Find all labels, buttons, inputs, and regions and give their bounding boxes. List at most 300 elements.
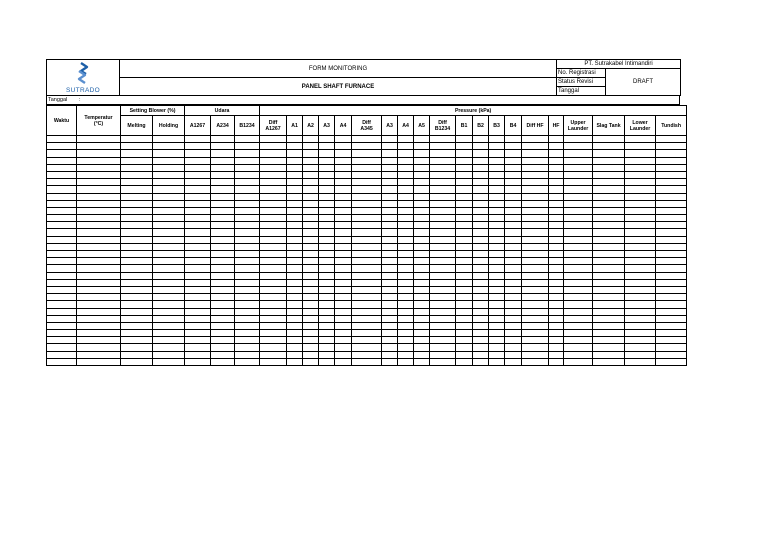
table-cell[interactable] bbox=[414, 143, 430, 150]
table-cell[interactable] bbox=[489, 279, 505, 286]
table-cell[interactable] bbox=[593, 337, 625, 344]
table-cell[interactable] bbox=[235, 186, 260, 193]
table-cell[interactable] bbox=[564, 315, 593, 322]
table-cell[interactable] bbox=[211, 315, 235, 322]
table-cell[interactable] bbox=[625, 215, 656, 222]
table-cell[interactable] bbox=[319, 315, 335, 322]
table-cell[interactable] bbox=[47, 207, 77, 214]
table-cell[interactable] bbox=[593, 294, 625, 301]
table-cell[interactable] bbox=[625, 265, 656, 272]
table-cell[interactable] bbox=[489, 337, 505, 344]
table-cell[interactable] bbox=[656, 171, 687, 178]
table-cell[interactable] bbox=[522, 243, 549, 250]
table-cell[interactable] bbox=[505, 322, 522, 329]
table-cell[interactable] bbox=[235, 200, 260, 207]
table-cell[interactable] bbox=[121, 236, 153, 243]
table-cell[interactable] bbox=[211, 157, 235, 164]
table-cell[interactable] bbox=[398, 157, 414, 164]
table-cell[interactable] bbox=[47, 351, 77, 358]
table-cell[interactable] bbox=[77, 315, 121, 322]
table-cell[interactable] bbox=[121, 186, 153, 193]
table-cell[interactable] bbox=[121, 358, 153, 365]
table-cell[interactable] bbox=[473, 229, 489, 236]
table-cell[interactable] bbox=[593, 351, 625, 358]
table-cell[interactable] bbox=[456, 351, 473, 358]
table-cell[interactable] bbox=[505, 315, 522, 322]
table-cell[interactable] bbox=[211, 186, 235, 193]
table-cell[interactable] bbox=[505, 265, 522, 272]
table-cell[interactable] bbox=[656, 279, 687, 286]
table-cell[interactable] bbox=[287, 150, 303, 157]
table-cell[interactable] bbox=[473, 207, 489, 214]
table-cell[interactable] bbox=[414, 286, 430, 293]
table-cell[interactable] bbox=[260, 200, 287, 207]
table-cell[interactable] bbox=[456, 229, 473, 236]
table-cell[interactable] bbox=[382, 322, 398, 329]
table-cell[interactable] bbox=[303, 207, 319, 214]
table-cell[interactable] bbox=[211, 258, 235, 265]
table-cell[interactable] bbox=[489, 200, 505, 207]
table-cell[interactable] bbox=[335, 294, 352, 301]
table-cell[interactable] bbox=[303, 358, 319, 365]
table-cell[interactable] bbox=[153, 157, 185, 164]
table-cell[interactable] bbox=[352, 315, 382, 322]
table-cell[interactable] bbox=[319, 236, 335, 243]
table-cell[interactable] bbox=[211, 193, 235, 200]
table-cell[interactable] bbox=[47, 136, 77, 143]
table-cell[interactable] bbox=[47, 265, 77, 272]
table-cell[interactable] bbox=[656, 193, 687, 200]
table-cell[interactable] bbox=[47, 358, 77, 365]
table-cell[interactable] bbox=[382, 344, 398, 351]
table-cell[interactable] bbox=[260, 330, 287, 337]
table-cell[interactable] bbox=[430, 315, 456, 322]
table-cell[interactable] bbox=[522, 150, 549, 157]
table-cell[interactable] bbox=[549, 315, 564, 322]
table-cell[interactable] bbox=[522, 272, 549, 279]
table-cell[interactable] bbox=[319, 337, 335, 344]
table-cell[interactable] bbox=[489, 286, 505, 293]
table-cell[interactable] bbox=[260, 265, 287, 272]
table-cell[interactable] bbox=[185, 222, 211, 229]
table-cell[interactable] bbox=[505, 150, 522, 157]
table-cell[interactable] bbox=[489, 344, 505, 351]
table-cell[interactable] bbox=[593, 171, 625, 178]
table-cell[interactable] bbox=[505, 258, 522, 265]
table-cell[interactable] bbox=[382, 186, 398, 193]
table-cell[interactable] bbox=[382, 215, 398, 222]
table-cell[interactable] bbox=[121, 315, 153, 322]
table-cell[interactable] bbox=[287, 157, 303, 164]
table-cell[interactable] bbox=[260, 286, 287, 293]
table-cell[interactable] bbox=[549, 251, 564, 258]
table-cell[interactable] bbox=[593, 251, 625, 258]
table-cell[interactable] bbox=[335, 358, 352, 365]
table-cell[interactable] bbox=[287, 136, 303, 143]
table-cell[interactable] bbox=[625, 251, 656, 258]
table-cell[interactable] bbox=[287, 351, 303, 358]
table-cell[interactable] bbox=[430, 258, 456, 265]
table-cell[interactable] bbox=[319, 344, 335, 351]
table-cell[interactable] bbox=[656, 251, 687, 258]
table-cell[interactable] bbox=[352, 337, 382, 344]
table-cell[interactable] bbox=[414, 358, 430, 365]
table-cell[interactable] bbox=[303, 200, 319, 207]
table-cell[interactable] bbox=[185, 272, 211, 279]
table-cell[interactable] bbox=[287, 243, 303, 250]
table-cell[interactable] bbox=[656, 236, 687, 243]
table-cell[interactable] bbox=[77, 251, 121, 258]
table-cell[interactable] bbox=[430, 171, 456, 178]
table-cell[interactable] bbox=[287, 164, 303, 171]
table-cell[interactable] bbox=[625, 179, 656, 186]
table-cell[interactable] bbox=[303, 150, 319, 157]
table-cell[interactable] bbox=[335, 279, 352, 286]
table-cell[interactable] bbox=[625, 186, 656, 193]
table-cell[interactable] bbox=[235, 164, 260, 171]
table-cell[interactable] bbox=[564, 322, 593, 329]
table-cell[interactable] bbox=[77, 200, 121, 207]
table-cell[interactable] bbox=[549, 150, 564, 157]
table-cell[interactable] bbox=[77, 344, 121, 351]
table-cell[interactable] bbox=[549, 337, 564, 344]
table-cell[interactable] bbox=[77, 215, 121, 222]
table-cell[interactable] bbox=[47, 294, 77, 301]
table-cell[interactable] bbox=[549, 215, 564, 222]
table-cell[interactable] bbox=[352, 193, 382, 200]
table-cell[interactable] bbox=[549, 344, 564, 351]
table-cell[interactable] bbox=[47, 186, 77, 193]
table-cell[interactable] bbox=[185, 136, 211, 143]
table-cell[interactable] bbox=[625, 229, 656, 236]
table-cell[interactable] bbox=[564, 279, 593, 286]
table-cell[interactable] bbox=[505, 207, 522, 214]
table-cell[interactable] bbox=[456, 236, 473, 243]
table-cell[interactable] bbox=[564, 143, 593, 150]
table-cell[interactable] bbox=[235, 222, 260, 229]
table-cell[interactable] bbox=[549, 157, 564, 164]
table-cell[interactable] bbox=[235, 215, 260, 222]
table-cell[interactable] bbox=[235, 243, 260, 250]
table-cell[interactable] bbox=[564, 358, 593, 365]
table-cell[interactable] bbox=[303, 164, 319, 171]
table-cell[interactable] bbox=[505, 344, 522, 351]
table-cell[interactable] bbox=[153, 193, 185, 200]
table-cell[interactable] bbox=[522, 358, 549, 365]
table-cell[interactable] bbox=[430, 322, 456, 329]
table-cell[interactable] bbox=[47, 308, 77, 315]
table-cell[interactable] bbox=[382, 308, 398, 315]
table-cell[interactable] bbox=[656, 315, 687, 322]
table-cell[interactable] bbox=[430, 251, 456, 258]
table-cell[interactable] bbox=[414, 351, 430, 358]
table-cell[interactable] bbox=[77, 286, 121, 293]
table-cell[interactable] bbox=[656, 301, 687, 308]
table-cell[interactable] bbox=[47, 229, 77, 236]
table-cell[interactable] bbox=[522, 344, 549, 351]
table-cell[interactable] bbox=[235, 236, 260, 243]
table-cell[interactable] bbox=[287, 286, 303, 293]
table-cell[interactable] bbox=[211, 344, 235, 351]
table-cell[interactable] bbox=[235, 150, 260, 157]
table-cell[interactable] bbox=[211, 351, 235, 358]
table-cell[interactable] bbox=[211, 200, 235, 207]
table-cell[interactable] bbox=[549, 193, 564, 200]
table-cell[interactable] bbox=[211, 279, 235, 286]
table-cell[interactable] bbox=[260, 157, 287, 164]
table-cell[interactable] bbox=[473, 200, 489, 207]
table-cell[interactable] bbox=[522, 171, 549, 178]
table-cell[interactable] bbox=[352, 143, 382, 150]
table-cell[interactable] bbox=[77, 150, 121, 157]
table-cell[interactable] bbox=[235, 279, 260, 286]
table-cell[interactable] bbox=[473, 315, 489, 322]
table-cell[interactable] bbox=[505, 308, 522, 315]
table-cell[interactable] bbox=[456, 136, 473, 143]
table-cell[interactable] bbox=[287, 229, 303, 236]
table-cell[interactable] bbox=[319, 358, 335, 365]
table-cell[interactable] bbox=[549, 358, 564, 365]
table-cell[interactable] bbox=[456, 294, 473, 301]
table-cell[interactable] bbox=[260, 229, 287, 236]
table-cell[interactable] bbox=[593, 193, 625, 200]
table-cell[interactable] bbox=[522, 143, 549, 150]
table-cell[interactable] bbox=[319, 330, 335, 337]
table-cell[interactable] bbox=[185, 286, 211, 293]
table-cell[interactable] bbox=[625, 308, 656, 315]
table-cell[interactable] bbox=[656, 330, 687, 337]
table-cell[interactable] bbox=[185, 301, 211, 308]
table-cell[interactable] bbox=[319, 286, 335, 293]
table-cell[interactable] bbox=[303, 243, 319, 250]
table-cell[interactable] bbox=[564, 344, 593, 351]
table-cell[interactable] bbox=[319, 207, 335, 214]
table-cell[interactable] bbox=[505, 193, 522, 200]
table-cell[interactable] bbox=[319, 308, 335, 315]
table-cell[interactable] bbox=[593, 243, 625, 250]
table-cell[interactable] bbox=[319, 179, 335, 186]
table-cell[interactable] bbox=[235, 229, 260, 236]
table-cell[interactable] bbox=[656, 143, 687, 150]
table-cell[interactable] bbox=[260, 193, 287, 200]
table-cell[interactable] bbox=[303, 229, 319, 236]
table-cell[interactable] bbox=[522, 286, 549, 293]
table-cell[interactable] bbox=[398, 207, 414, 214]
table-cell[interactable] bbox=[303, 294, 319, 301]
table-cell[interactable] bbox=[656, 294, 687, 301]
table-cell[interactable] bbox=[303, 258, 319, 265]
table-cell[interactable] bbox=[505, 164, 522, 171]
table-cell[interactable] bbox=[235, 136, 260, 143]
table-cell[interactable] bbox=[382, 258, 398, 265]
table-cell[interactable] bbox=[235, 344, 260, 351]
table-cell[interactable] bbox=[352, 236, 382, 243]
table-cell[interactable] bbox=[352, 251, 382, 258]
table-cell[interactable] bbox=[121, 143, 153, 150]
table-cell[interactable] bbox=[352, 322, 382, 329]
table-cell[interactable] bbox=[489, 272, 505, 279]
table-cell[interactable] bbox=[430, 243, 456, 250]
table-cell[interactable] bbox=[153, 136, 185, 143]
table-cell[interactable] bbox=[656, 358, 687, 365]
table-cell[interactable] bbox=[303, 215, 319, 222]
table-cell[interactable] bbox=[505, 157, 522, 164]
table-cell[interactable] bbox=[77, 229, 121, 236]
table-cell[interactable] bbox=[564, 222, 593, 229]
table-cell[interactable] bbox=[335, 330, 352, 337]
table-cell[interactable] bbox=[414, 337, 430, 344]
table-cell[interactable] bbox=[473, 136, 489, 143]
table-cell[interactable] bbox=[522, 251, 549, 258]
table-cell[interactable] bbox=[398, 279, 414, 286]
table-cell[interactable] bbox=[564, 229, 593, 236]
table-cell[interactable] bbox=[473, 322, 489, 329]
table-cell[interactable] bbox=[153, 279, 185, 286]
table-cell[interactable] bbox=[382, 136, 398, 143]
table-cell[interactable] bbox=[211, 143, 235, 150]
table-cell[interactable] bbox=[549, 164, 564, 171]
table-cell[interactable] bbox=[319, 215, 335, 222]
table-cell[interactable] bbox=[153, 308, 185, 315]
table-cell[interactable] bbox=[121, 164, 153, 171]
table-cell[interactable] bbox=[593, 179, 625, 186]
table-cell[interactable] bbox=[121, 200, 153, 207]
table-cell[interactable] bbox=[456, 200, 473, 207]
table-cell[interactable] bbox=[303, 136, 319, 143]
table-cell[interactable] bbox=[47, 279, 77, 286]
table-cell[interactable] bbox=[319, 186, 335, 193]
table-cell[interactable] bbox=[656, 157, 687, 164]
table-cell[interactable] bbox=[235, 157, 260, 164]
table-cell[interactable] bbox=[625, 279, 656, 286]
table-cell[interactable] bbox=[303, 301, 319, 308]
table-cell[interactable] bbox=[414, 171, 430, 178]
table-cell[interactable] bbox=[382, 351, 398, 358]
table-cell[interactable] bbox=[656, 344, 687, 351]
table-cell[interactable] bbox=[47, 171, 77, 178]
table-cell[interactable] bbox=[414, 272, 430, 279]
table-cell[interactable] bbox=[489, 322, 505, 329]
table-cell[interactable] bbox=[473, 236, 489, 243]
table-cell[interactable] bbox=[335, 351, 352, 358]
table-cell[interactable] bbox=[287, 301, 303, 308]
table-cell[interactable] bbox=[549, 200, 564, 207]
table-cell[interactable] bbox=[473, 358, 489, 365]
table-cell[interactable] bbox=[398, 136, 414, 143]
table-cell[interactable] bbox=[398, 179, 414, 186]
table-cell[interactable] bbox=[430, 136, 456, 143]
table-cell[interactable] bbox=[211, 358, 235, 365]
table-cell[interactable] bbox=[625, 315, 656, 322]
table-cell[interactable] bbox=[593, 157, 625, 164]
table-cell[interactable] bbox=[260, 171, 287, 178]
table-cell[interactable] bbox=[549, 229, 564, 236]
table-cell[interactable] bbox=[185, 157, 211, 164]
table-cell[interactable] bbox=[287, 236, 303, 243]
table-cell[interactable] bbox=[414, 236, 430, 243]
table-cell[interactable] bbox=[456, 143, 473, 150]
table-cell[interactable] bbox=[430, 193, 456, 200]
table-cell[interactable] bbox=[260, 258, 287, 265]
table-cell[interactable] bbox=[456, 315, 473, 322]
table-cell[interactable] bbox=[430, 150, 456, 157]
table-cell[interactable] bbox=[352, 157, 382, 164]
table-cell[interactable] bbox=[430, 265, 456, 272]
table-cell[interactable] bbox=[121, 322, 153, 329]
table-cell[interactable] bbox=[287, 171, 303, 178]
table-cell[interactable] bbox=[489, 258, 505, 265]
table-cell[interactable] bbox=[235, 337, 260, 344]
table-cell[interactable] bbox=[522, 258, 549, 265]
table-cell[interactable] bbox=[505, 243, 522, 250]
table-cell[interactable] bbox=[489, 351, 505, 358]
table-cell[interactable] bbox=[505, 229, 522, 236]
table-cell[interactable] bbox=[319, 272, 335, 279]
table-cell[interactable] bbox=[235, 171, 260, 178]
table-cell[interactable] bbox=[335, 337, 352, 344]
table-cell[interactable] bbox=[456, 251, 473, 258]
table-cell[interactable] bbox=[260, 344, 287, 351]
table-cell[interactable] bbox=[352, 308, 382, 315]
table-cell[interactable] bbox=[549, 179, 564, 186]
table-cell[interactable] bbox=[235, 301, 260, 308]
table-cell[interactable] bbox=[335, 322, 352, 329]
table-cell[interactable] bbox=[522, 215, 549, 222]
table-cell[interactable] bbox=[185, 265, 211, 272]
table-cell[interactable] bbox=[593, 315, 625, 322]
table-cell[interactable] bbox=[549, 308, 564, 315]
table-cell[interactable] bbox=[260, 301, 287, 308]
table-cell[interactable] bbox=[489, 294, 505, 301]
table-cell[interactable] bbox=[489, 308, 505, 315]
table-cell[interactable] bbox=[549, 330, 564, 337]
table-cell[interactable] bbox=[335, 150, 352, 157]
table-cell[interactable] bbox=[260, 207, 287, 214]
table-cell[interactable] bbox=[414, 164, 430, 171]
table-cell[interactable] bbox=[414, 243, 430, 250]
table-cell[interactable] bbox=[47, 251, 77, 258]
table-cell[interactable] bbox=[47, 330, 77, 337]
table-cell[interactable] bbox=[456, 179, 473, 186]
table-cell[interactable] bbox=[505, 294, 522, 301]
table-cell[interactable] bbox=[235, 272, 260, 279]
table-cell[interactable] bbox=[335, 265, 352, 272]
table-cell[interactable] bbox=[625, 236, 656, 243]
table-cell[interactable] bbox=[382, 294, 398, 301]
table-cell[interactable] bbox=[564, 157, 593, 164]
table-cell[interactable] bbox=[121, 308, 153, 315]
table-cell[interactable] bbox=[153, 186, 185, 193]
table-cell[interactable] bbox=[505, 222, 522, 229]
table-cell[interactable] bbox=[456, 207, 473, 214]
table-cell[interactable] bbox=[430, 279, 456, 286]
table-cell[interactable] bbox=[211, 286, 235, 293]
table-cell[interactable] bbox=[489, 136, 505, 143]
table-cell[interactable] bbox=[473, 294, 489, 301]
table-cell[interactable] bbox=[593, 215, 625, 222]
table-cell[interactable] bbox=[121, 229, 153, 236]
table-cell[interactable] bbox=[211, 294, 235, 301]
table-cell[interactable] bbox=[549, 136, 564, 143]
table-cell[interactable] bbox=[121, 265, 153, 272]
table-cell[interactable] bbox=[398, 272, 414, 279]
table-cell[interactable] bbox=[549, 301, 564, 308]
table-cell[interactable] bbox=[656, 258, 687, 265]
table-cell[interactable] bbox=[185, 322, 211, 329]
table-cell[interactable] bbox=[656, 229, 687, 236]
table-cell[interactable] bbox=[211, 337, 235, 344]
table-cell[interactable] bbox=[456, 286, 473, 293]
